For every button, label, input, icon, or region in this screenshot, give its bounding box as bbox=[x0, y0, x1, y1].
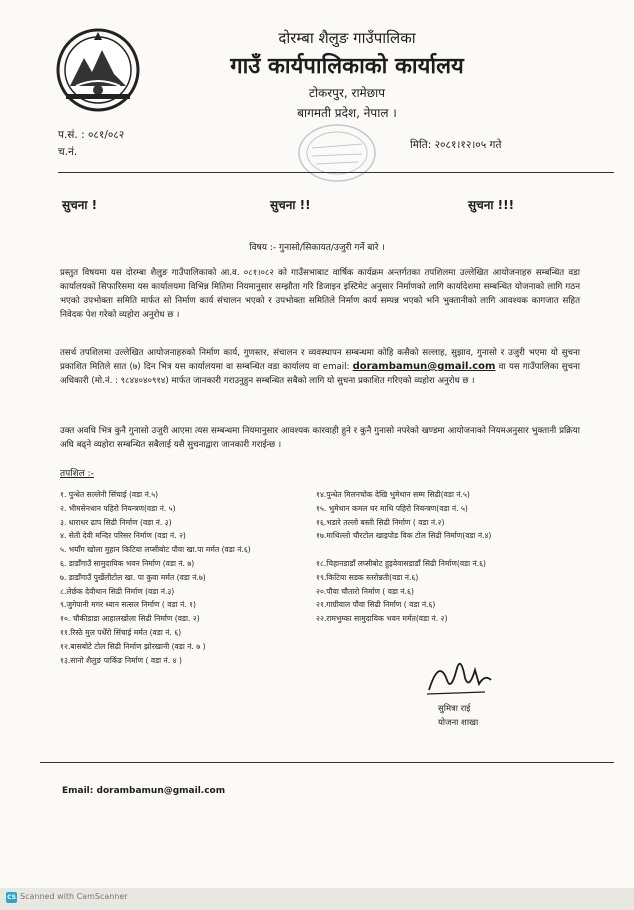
notice-label-3: सुचना !!! bbox=[468, 198, 515, 212]
email-link[interactable]: dorambamun@gmail.com bbox=[352, 361, 496, 372]
project-list-left bbox=[60, 488, 251, 667]
header-divider bbox=[58, 172, 614, 173]
list-item: १३.सानो शैलुङ पार्किङ निर्माण ( वडा नं. ४ ) bbox=[60, 655, 182, 665]
list-item: १८.चिहानडाडाँ लप्सीबोट हुइयेवासडाडाँ सिढी निर्माण(वडा नं.६) bbox=[316, 558, 487, 568]
list-item: १६.भडारे तल्लो बस्ती सिढी निर्माण ( वडा नं.२) bbox=[316, 517, 445, 527]
office-province: बागमती प्रदेश, नेपाल । bbox=[297, 106, 397, 120]
office-address: टोकरपुर, रामेछाप bbox=[308, 86, 386, 100]
list-item: ११.रिस्ठे मुल पधेँरो सिंचाई मर्मत (वडा नं. ६) bbox=[60, 627, 182, 637]
list-item: १२.बासबोटे टोल सिढी निर्माण झोरखानी (वडा नं. ७ ) bbox=[60, 641, 206, 651]
list-item: ४. सेती देवी मन्दिर परिसर निर्माण (वडा नं. २) bbox=[60, 531, 186, 541]
paragraph-intro: प्रस्तुत विषयमा यस दोरम्बा शैलुङ गाउँपालिकाको आ.व. ०८१।०८२ को गाउँसभाबाट वार्षिक कार्यक्रम अन्तर्गतका तपशिलमा उल्लेखित आयोजनाहरु सम्बन्धित वडा कार्यालयको सिफारिसमा यस कार्यालयमा विभिन्न मितिमा नियमानुसार सम्झौता गरि डिजाइन इस्टिमेट अनुसार निर्माणको लागि कार्यादेशमा सम्बन्धित योजनाको लागि गठन भएको उपभोक्ता समिति मार्फत सो निर्माण कार्य संचालन भएको र उपभोक्ता समितिले निर्माण कार्य सम्पन्न भएको भनि भुक्तानीको लागि आवश्यक कागजात सहित निवेदक पेश गरेको व्यहोरा अनुरोध छ । bbox=[60, 268, 580, 320]
list-item: ५. भयाँग खोला मुहान किटिया लप्सीबोट पौवा खा.पा मर्मत (वडा नं.६) bbox=[60, 545, 251, 555]
list-item: १५. भुमेथान कमल घर माथि पहिरो नियन्त्रण(वडा नं. ५) bbox=[316, 503, 468, 513]
list-item: २२.रामभुम्का सामुदायिक भवन मर्मत(वडा नं. २) bbox=[316, 614, 448, 624]
office-stamp bbox=[282, 118, 382, 188]
list-item: १०. चौकीडाडा आहालखोला सिढी निर्माण (वडा. २) bbox=[60, 614, 200, 624]
letter-date: मिति: २०८१।१२।०५ गते bbox=[410, 139, 502, 151]
signature bbox=[425, 650, 495, 700]
signatory-title: योजना शाखा bbox=[438, 718, 479, 728]
list-item: ९.जुगेपानी मगर ध्यान सत्सल निर्माण ( वडा नं. १) bbox=[60, 600, 196, 610]
project-list-right bbox=[316, 488, 491, 626]
list-item: ८.लेर्छक देवीथान सिढी निर्माण (वडा नं.३) bbox=[60, 586, 175, 596]
dispatch-number: च.नं. bbox=[58, 146, 78, 158]
details-heading: तपशिल :- bbox=[60, 469, 94, 479]
list-item: ६. डाडाँगाउँ सामुदायिक भवन निर्माण (वडा नं. ७) bbox=[60, 558, 195, 568]
office-title: गाउँ कार्यपालिकाको कार्यालय bbox=[230, 54, 464, 79]
footer-divider bbox=[40, 762, 614, 763]
subject-line: विषय :- गुनासो/सिकायत/उजुरी गर्ने बारे । bbox=[249, 243, 385, 253]
municipality-name: दोरम्बा शैलुङ गाउँपालिका bbox=[278, 29, 416, 47]
paragraph-request-text: तसर्थ तपशिलमा उल्लेखित आयोजनाहरुको निर्माण कार्य, गुणस्तर, संचालन र व्यवस्थापन सम्बन्धमा कोहि कसैको सल्लाह, सुझाव, गुनासो र उजुरी भएमा यो सुचना प्रकाशित मितिले सात (७) दिन भित्र यस कार्यालयमा वा सम्बन्धित वडा कार्यालय वा email: bbox=[60, 348, 580, 372]
paragraph-closing: उक्त अवधि भित्र कुनै गुनासो उजुरी आएमा त्यस सम्बन्धमा नियमानुसार आवश्यक कारवाही हुने र कुनै गुनासो नपरेको खण्डमा आयोजनाको नियमअनुसार भुक्तानी प्रक्रिया अघि बढ्ने व्यहोरा सम्बन्धित सबैलाई यसै सुचनाद्वारा जानकारी गराईन्छ । bbox=[60, 426, 580, 450]
list-item bbox=[316, 543, 491, 557]
scanner-watermark-text: Scanned with CamScanner bbox=[20, 892, 128, 901]
list-item: १९.किटिया सडक स्तरोन्नती(वडा नं.६) bbox=[316, 572, 419, 582]
list-item: १४.पुन्धेत मिलनचोक देखि भुमेथान सम्म सिढी(वडा नं.५) bbox=[316, 490, 470, 499]
letter-number: प.सं. : ०८१/०८२ bbox=[58, 129, 125, 141]
list-item: २०.पौवा चौतारो निर्माण ( वडा नं.६) bbox=[316, 586, 414, 596]
paragraph-request bbox=[60, 346, 580, 388]
notice-label-2: सुचना !! bbox=[270, 198, 311, 212]
scanner-watermark bbox=[6, 892, 128, 903]
camscanner-icon: CS bbox=[7, 894, 16, 901]
list-item: २. भीमसेनथान पहिरो नियन्त्रण(वडा नं. ५) bbox=[60, 503, 176, 513]
footer-email: Email: dorambamun@gmail.com bbox=[62, 786, 226, 796]
list-item: १७.माथिल्लो चौरटोल खाइपोड विक टोल सिढी निर्माण(वडा नं.४) bbox=[316, 531, 492, 541]
paragraph-request-text-cont: वा यस गाउँपालिका सुचना अधिकारी (मो.नं. : ९८४४०४०९१४) मार्फत जानकारी गराउनुहुन सम्बन्धित सबैको लागि यो सुचना प्रकाशित गरिएको व्यहोरा अनुरोध छ । bbox=[60, 362, 581, 386]
list-item: १. पुन्धेत सल्लेनी सिंचाई (वडा नं.५) bbox=[60, 490, 159, 499]
list-item: ३. धाराधर ढाप सिढी निर्माण (वडा नं. ३) bbox=[60, 517, 172, 527]
list-item: २१.गाग्रीवाल पौवा सिढी निर्माण ( वडा नं.६) bbox=[316, 600, 436, 610]
list-item: ७. डाडाँगाउँ पुर्खेलीटोल खा. पा कुवा मर्मत (वडा नं.७) bbox=[60, 572, 206, 582]
signatory-name: सुमित्रा राई bbox=[438, 704, 471, 714]
notice-label-1: सुचना ! bbox=[62, 198, 98, 212]
